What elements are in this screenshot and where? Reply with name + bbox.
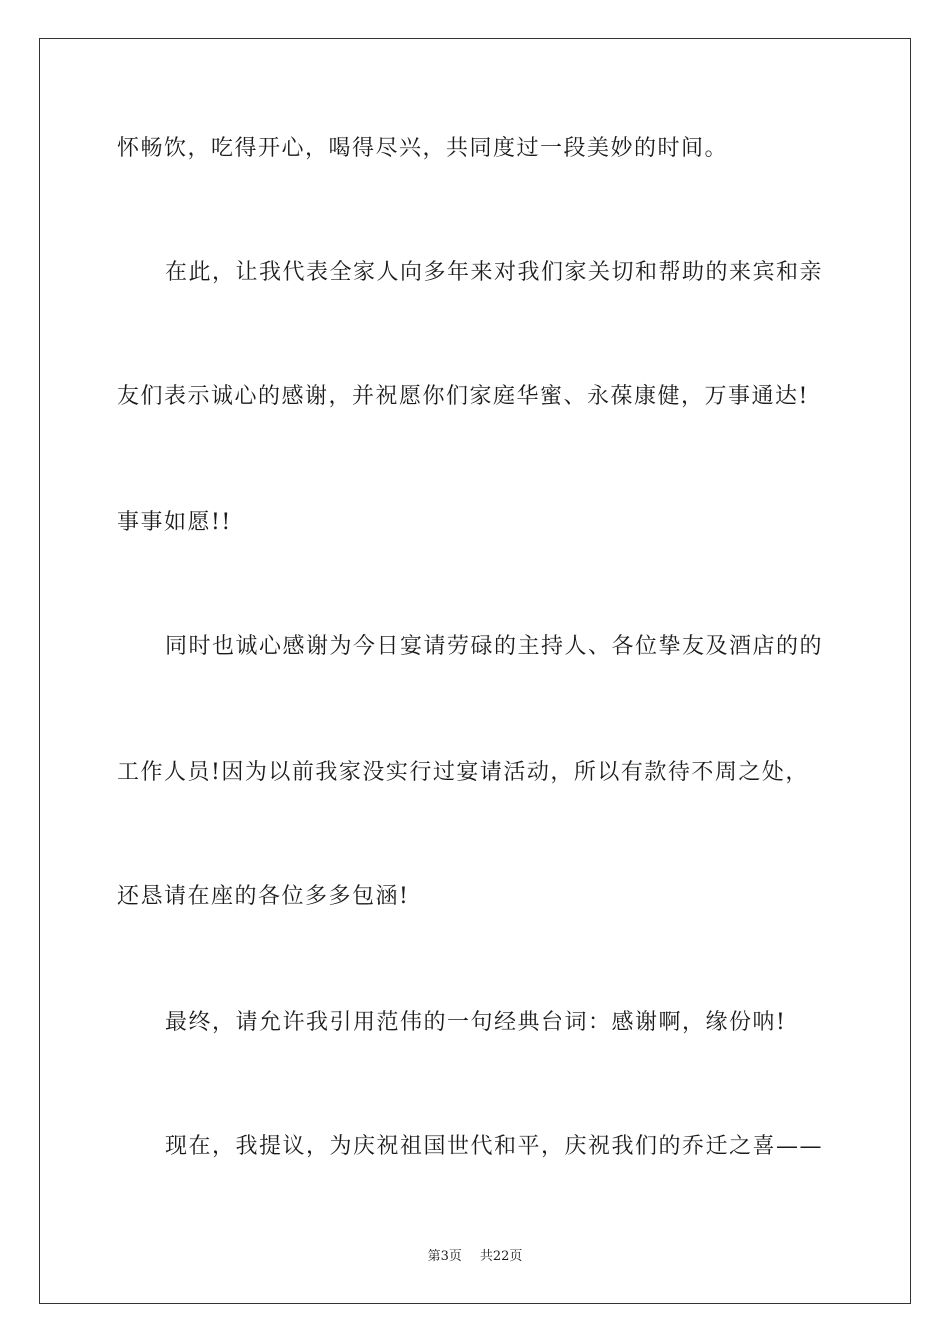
paragraph-start-line: 在此，让我代表全家人向多年来对我们家关切和帮助的来宾和亲 (165, 260, 824, 285)
paragraph-start-line: 最终，请允许我引用范伟的一句经典台词：感谢啊，缘份呐! (165, 1010, 787, 1035)
page-total: 共22页 (479, 1249, 523, 1264)
page-footer (0, 1248, 950, 1266)
paragraph-start-line: 现在，我提议，为庆祝祖国世代和平，庆祝我们的乔迁之喜—— (165, 1134, 824, 1159)
page-border (39, 38, 911, 1304)
paragraph-start-line: 同时也诚心感谢为今日宴请劳碌的主持人、各位挚友及酒店的的 (165, 634, 824, 659)
body-text-line: 工作人员!因为以前我家没实行过宴请活动，所以有款待不周之处， (117, 760, 809, 785)
body-text-line: 怀畅饮，吃得开心，喝得尽兴，共同度过一段美妙的时间。 (117, 136, 729, 161)
body-text-line: 事事如愿!! (117, 510, 232, 535)
body-text-line: 友们表示诚心的感谢，并祝愿你们家庭华蜜、永葆康健，万事通达! (117, 384, 809, 409)
body-text-line: 还恳请在座的各位多多包涵! (117, 884, 410, 909)
page-number: 第3页 (427, 1249, 462, 1264)
